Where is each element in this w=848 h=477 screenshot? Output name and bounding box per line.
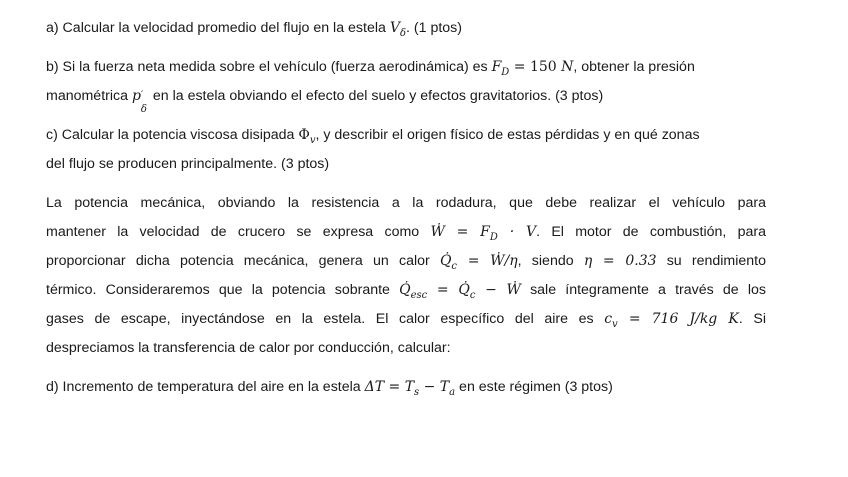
statement-text-mid: , siendo bbox=[517, 253, 584, 269]
math-rest: − Ẇ bbox=[475, 282, 521, 298]
statement-text-after: . Si bbox=[738, 311, 767, 327]
question-b-points: en la estela obviando el efecto del suelo y efectos gravitatorios. (3 ptos) bbox=[148, 88, 604, 104]
question-c bbox=[46, 121, 766, 179]
math-symbol: Q̇ bbox=[399, 282, 411, 298]
question-b-line1 bbox=[46, 53, 766, 82]
math-symbol: ΔT = T bbox=[364, 379, 415, 395]
math-heat bbox=[439, 253, 518, 272]
math-symbol: F bbox=[491, 59, 502, 75]
question-a bbox=[46, 14, 766, 43]
question-a-points: . (1 ptos) bbox=[406, 20, 462, 36]
math-subscript: D bbox=[501, 66, 510, 78]
statement-text: proporcionar dicha potencia mecánica, genera un calor bbox=[46, 253, 440, 269]
math-specific-heat bbox=[604, 311, 739, 330]
document-page bbox=[46, 14, 766, 402]
question-d-points: en este régimen (3 ptos) bbox=[455, 379, 613, 395]
statement-text: térmico. Consideraremos que la potencia sobrante bbox=[46, 282, 400, 298]
question-a-line bbox=[46, 14, 766, 43]
question-c-line1 bbox=[46, 121, 766, 150]
statement-text: gases de escape, inyectándose en la estela. El calor específico del aire es bbox=[46, 311, 605, 327]
math-subscript: c bbox=[451, 260, 458, 272]
statement-text-after: su rendimiento bbox=[656, 253, 767, 269]
question-c-text-after: , y describir el origen físico de estas pérdidas y en qué zonas bbox=[315, 127, 700, 143]
question-b-text2: manométrica bbox=[46, 88, 132, 104]
math-symbol: c bbox=[604, 311, 613, 327]
statement-text-after: . El motor de combustión, para bbox=[536, 224, 767, 240]
question-b-text-after: , obtener la presión bbox=[573, 59, 695, 75]
statement-line-4 bbox=[46, 276, 766, 305]
question-d bbox=[46, 373, 766, 402]
math-symbol: Φ bbox=[298, 127, 310, 143]
math-phi-v bbox=[298, 127, 316, 146]
problem-statement bbox=[46, 189, 766, 363]
math-subscript: esc bbox=[410, 289, 428, 301]
statement-line-2 bbox=[46, 218, 766, 247]
math-fd bbox=[491, 59, 510, 78]
question-c-line2: del flujo se producen principalmente. (3 ptos) bbox=[46, 156, 330, 172]
statement-line-5 bbox=[46, 305, 766, 334]
question-b-text: b) Si la fuerza neta medida sobre el vehículo (fuerza aerodinámica) es bbox=[46, 59, 492, 75]
math-rest: · V bbox=[497, 224, 537, 240]
statement-text-after: sale íntegramente a través de los bbox=[520, 282, 766, 298]
math-symbol: p bbox=[131, 88, 141, 104]
math-symbol: Q̇ bbox=[439, 253, 452, 269]
question-c-text: c) Calcular la potencia viscosa disipada bbox=[46, 127, 299, 143]
question-a-text: a) Calcular la velocidad promedio del flujo en la estela bbox=[46, 20, 390, 36]
math-p-delta: p ′ δ bbox=[131, 88, 147, 115]
math-v-delta bbox=[389, 20, 407, 39]
math-subscript: c bbox=[469, 289, 476, 301]
math-rest: = 716 J/kg K bbox=[617, 311, 739, 327]
math-subscript: a bbox=[449, 386, 456, 398]
question-d-text: d) Incremento de temperatura del aire en la estela bbox=[46, 379, 365, 395]
math-exhaust-heat bbox=[399, 282, 521, 301]
statement-line-6: despreciamos la transferencia de calor por conducción, calcular: bbox=[46, 340, 451, 356]
math-subscript: v bbox=[612, 318, 618, 330]
math-subscript: s bbox=[414, 386, 420, 398]
math-symbol: Ẇ = F bbox=[430, 224, 490, 240]
math-subscript: D bbox=[489, 231, 498, 243]
math-subscript: v bbox=[309, 134, 316, 146]
math-rest: = Ẇ/η bbox=[457, 253, 518, 269]
math-symbol: = Q̇ bbox=[427, 282, 470, 298]
math-symbol: V bbox=[389, 20, 400, 36]
math-efficiency: η = 0.33 bbox=[583, 253, 657, 269]
statement-line-1: La potencia mecánica, obviando la resistencia a la rodadura, que debe realizar el vehículo para bbox=[46, 195, 766, 211]
math-delta-t bbox=[364, 379, 456, 398]
statement-text: mantener la velocidad de crucero se expresa como bbox=[46, 224, 431, 240]
math-unit: N bbox=[561, 59, 574, 75]
question-b-line2 bbox=[46, 82, 766, 115]
math-value: = 150 bbox=[509, 59, 562, 75]
question-b bbox=[46, 53, 766, 115]
math-subscript: δ bbox=[399, 27, 407, 39]
math-power bbox=[430, 224, 537, 243]
question-d-line bbox=[46, 373, 766, 402]
statement-line-3 bbox=[46, 247, 766, 276]
math-symbol: − T bbox=[419, 379, 450, 395]
